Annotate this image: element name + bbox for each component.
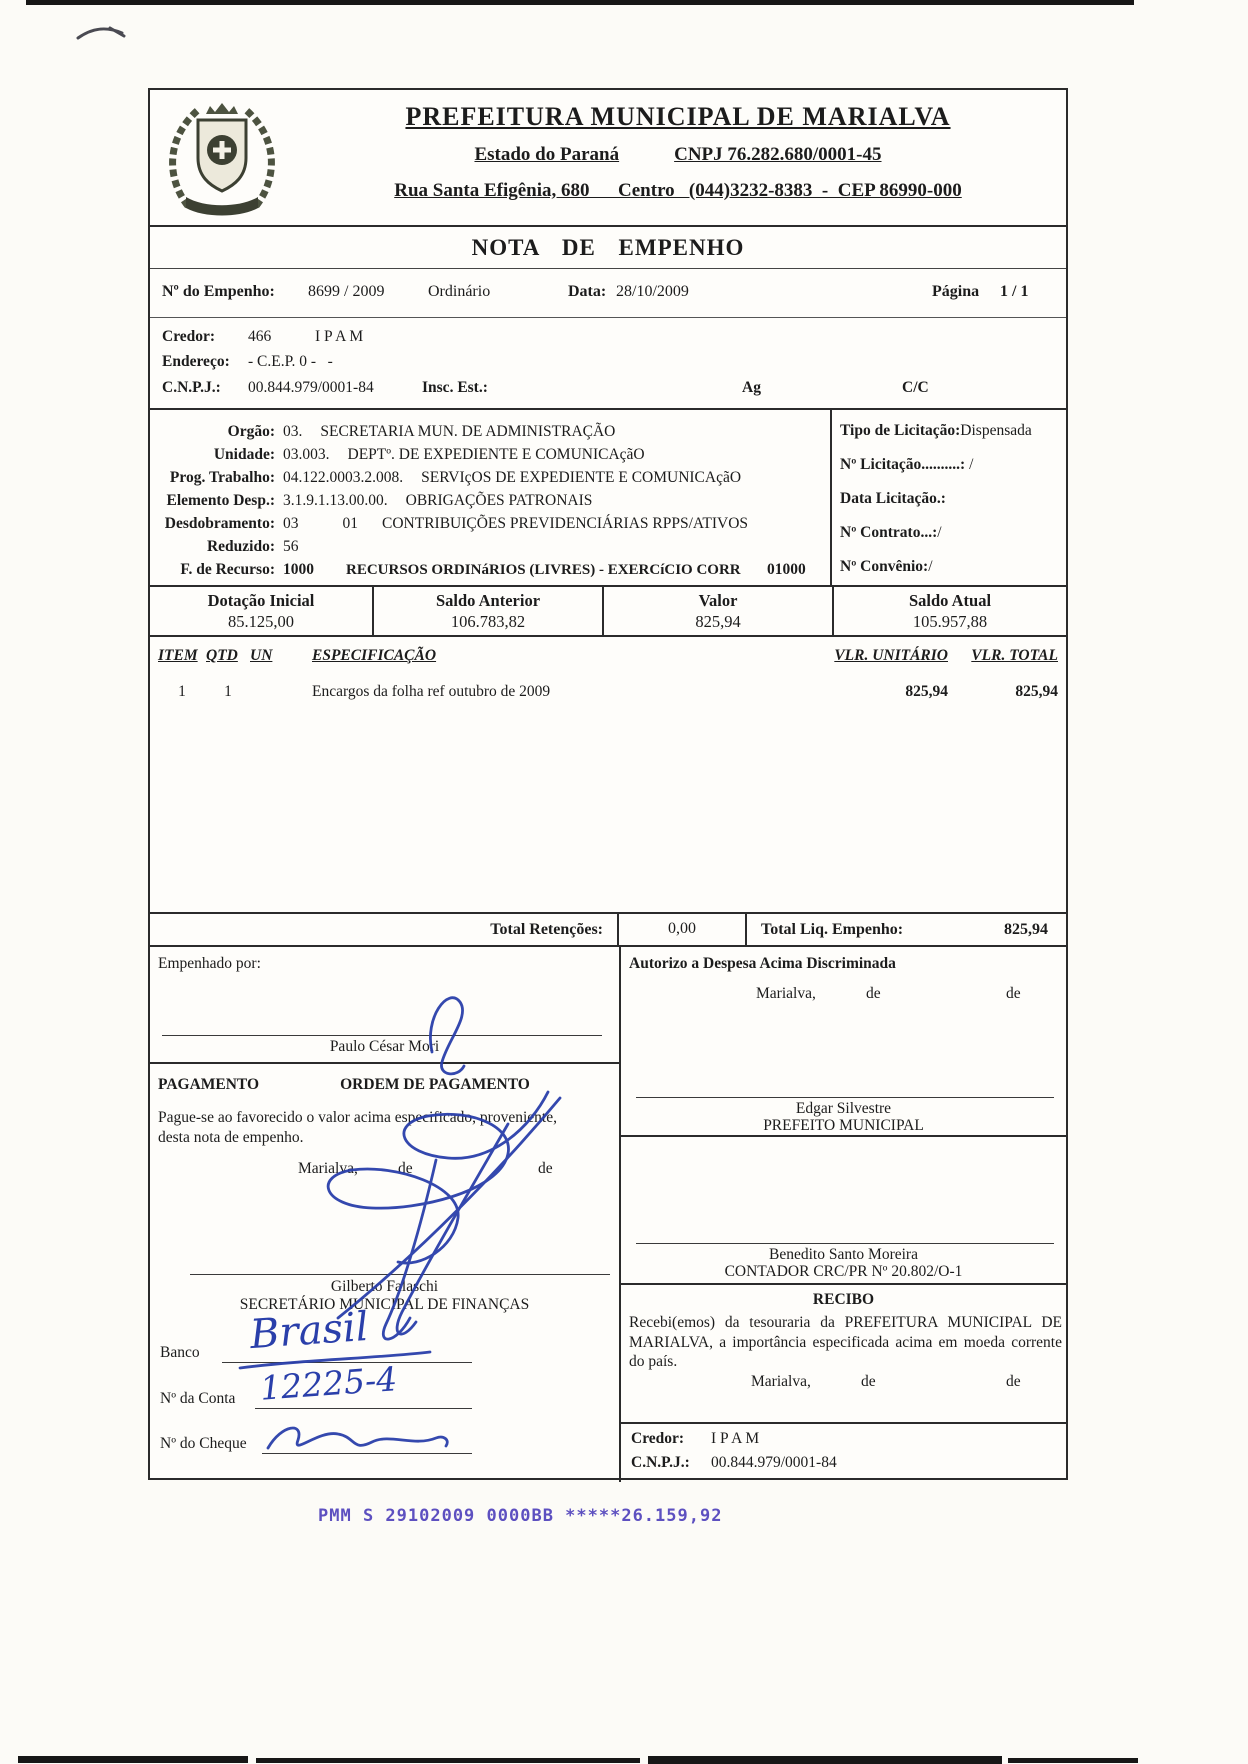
authorization-box: [621, 947, 1066, 1137]
agreement-number-label: Nº Convênio:: [840, 558, 929, 575]
finance-secretary-name: Gilberto Falaschi: [330, 1278, 439, 1295]
bidding-info-panel: [830, 410, 1066, 587]
creditor-name: I P A M: [711, 1430, 760, 1447]
balances-row: [150, 585, 1066, 635]
resource-desc: RECURSOS ORDINáRIOS (LIVRES) - EXERCíCIO CORR: [346, 562, 741, 578]
classification-label: Elemento Desp.:: [166, 492, 275, 509]
city-date-de1: de: [861, 1373, 876, 1390]
state-reg-label: Insc. Est.:: [422, 379, 488, 396]
classification-desc: SECRETARIA MUN. DE ADMINISTRAÇÃO: [320, 423, 616, 440]
agency-label: Ag: [742, 379, 761, 396]
classification-row: [150, 443, 830, 466]
empenho-number: 8699 / 2009: [308, 283, 385, 300]
classification-code: 03: [283, 515, 299, 532]
doc-title: NOTA DE EMPENHO: [471, 235, 745, 260]
accountant-title: CONTADOR CRC/PR Nº 20.802/O-1: [724, 1263, 963, 1280]
resource-code: 1000: [283, 561, 314, 578]
accountant-name: Benedito Santo Moreira: [769, 1246, 918, 1263]
city-date-city: Marialva,: [751, 1373, 811, 1390]
city-date-de1: de: [866, 985, 881, 1002]
accountant-box: [621, 1137, 1066, 1285]
balance-label: Valor: [698, 591, 738, 610]
contract-number-label: Nº Contrato...:: [840, 524, 938, 541]
item-row: [158, 683, 550, 701]
city-date-de2: de: [538, 1160, 553, 1177]
finance-secretary-title: SECRETÁRIO MUNICIPAL DE FINANÇAS: [239, 1296, 530, 1313]
col-qty: QTD: [206, 647, 238, 664]
classification-code: 56: [283, 538, 299, 555]
creditor-label: Credor:: [162, 328, 216, 345]
balance-label: Dotação Inicial: [207, 591, 315, 610]
payment-title: PAGAMENTO: [158, 1076, 260, 1093]
city-date-city: Marialva,: [298, 1160, 358, 1177]
balance-cell: [150, 587, 372, 635]
retentions-value: 0,00: [617, 914, 747, 945]
payment-box: [150, 1064, 619, 1480]
creditor-label: Credor:: [631, 1430, 685, 1447]
empenho-date: 28/10/2009: [616, 283, 689, 300]
bank-handwritten: Brasil: [248, 1303, 370, 1359]
document-frame: [148, 88, 1068, 1480]
classification-desc: OBRIGAÇÕES PATRONAIS: [405, 492, 593, 509]
org-cnpj: CNPJ 76.282.680/0001-45: [674, 144, 882, 165]
scan-artifact-bottom: [648, 1756, 1002, 1764]
item-number: 1: [178, 683, 186, 700]
col-spec: ESPECIFICAÇÃO: [312, 647, 437, 664]
classification-row: [150, 512, 830, 535]
city-date-de2: de: [1006, 985, 1021, 1002]
creditor-cnpj-label: C.N.P.J.:: [631, 1454, 690, 1471]
scan-artifact-bottom: [256, 1758, 640, 1763]
classification-code: 03.: [283, 423, 303, 440]
classification-desc: DEPTº. DE EXPEDIENTE E COMUNICAçãO: [347, 446, 645, 463]
classification-code2: 01: [342, 515, 358, 532]
classification-label: Prog. Trabalho:: [169, 469, 275, 486]
right-signature-column: [619, 947, 1066, 1482]
item-unit: [250, 683, 312, 701]
empenho-number-label: Nº do Empenho:: [162, 283, 275, 300]
col-unit-price: VLR. UNITÁRIO: [834, 647, 948, 664]
balance-cell: [602, 587, 832, 635]
budget-classification-block: [150, 408, 1066, 585]
classification-list: [150, 410, 830, 582]
committed-by-label: Empenhado por:: [158, 955, 261, 972]
classification-code: 04.122.0003.2.008.: [283, 469, 404, 486]
classification-row: [150, 466, 830, 489]
items-header: [158, 647, 436, 665]
scan-artifact-bottom: [1008, 1758, 1138, 1763]
creditor-cnpj: 00.844.979/0001-84: [248, 379, 374, 396]
bidding-type: Dispensada: [960, 422, 1032, 439]
resource-extra-code: 01000: [767, 561, 806, 578]
signature-line: [636, 1097, 1054, 1098]
signature-line: [162, 1035, 602, 1036]
page-number: 1 / 1: [1000, 283, 1029, 300]
creditor-address-label: Endereço:: [162, 353, 230, 370]
creditor-block: [150, 317, 1066, 408]
balance-value: 825,94: [695, 612, 741, 631]
receipt-title: RECIBO: [812, 1291, 875, 1308]
bidding-type-label: Tipo de Licitação:: [840, 422, 961, 439]
account-label: C/C: [902, 379, 929, 396]
receipt-text: Recebi(emos) da tesouraria da PREFEITURA MUNICIPAL DE MARIALVA, a importância especificada acima em moeda corrente do país.: [629, 1314, 1062, 1371]
classification-label: Reduzido:: [206, 538, 275, 555]
col-item: ITEM: [158, 647, 198, 664]
col-unit: UN: [250, 647, 273, 664]
mayor-title: PREFEITO MUNICIPAL: [763, 1117, 924, 1134]
classification-label: Desdobramento:: [164, 515, 275, 532]
document-header: [150, 90, 1066, 225]
agreement-number: /: [928, 558, 933, 575]
left-signature-column: [150, 947, 619, 1482]
resource-label: F. de Recurso:: [180, 561, 275, 578]
resource-row: [150, 558, 830, 582]
items-table: [150, 635, 1066, 912]
org-title: PREFEITURA MUNICIPAL DE MARIALVA: [405, 102, 951, 131]
balance-cell: [372, 587, 602, 635]
balance-label: Saldo Anterior: [435, 591, 541, 610]
mayor-name: Edgar Silvestre: [795, 1100, 892, 1117]
doc-title-bar: [150, 225, 1066, 268]
bank-label: Banco: [160, 1344, 200, 1361]
classification-code: 03.003.: [283, 446, 330, 463]
contract-number: /: [937, 524, 942, 541]
col-total-price: VLR. TOTAL: [971, 647, 1058, 664]
signature-line: [636, 1243, 1054, 1244]
signature-line: [190, 1274, 610, 1275]
classification-label: Unidade:: [213, 446, 275, 463]
empenho-type: Ordinário: [428, 283, 491, 300]
classification-row: [150, 489, 830, 512]
account-handwritten: 12225-4: [258, 1359, 399, 1408]
account-number-label: Nº da Conta: [160, 1390, 236, 1407]
city-date-de1: de: [398, 1160, 413, 1177]
signatures-area: [150, 945, 1066, 1480]
payment-order-title: ORDEM DE PAGAMENTO: [340, 1076, 530, 1093]
balance-label: Saldo Atual: [908, 591, 992, 610]
account-line: [255, 1408, 472, 1409]
empenho-date-label: Data:: [568, 283, 607, 300]
receipt-box: [621, 1285, 1066, 1424]
municipal-coat-of-arms: [158, 94, 286, 222]
balance-cell: [832, 587, 1066, 635]
classification-row: [150, 535, 830, 558]
net-total-value: 825,94: [1004, 920, 1048, 938]
item-total-price: 825,94: [1015, 683, 1058, 700]
item-unit-price: 825,94: [905, 683, 948, 700]
org-state: Estado do Paraná: [474, 144, 620, 165]
bidding-number-label: Nº Licitação..........:: [840, 456, 966, 473]
creditor-cnpj: 00.844.979/0001-84: [711, 1454, 837, 1471]
item-spec: Encargos da folha ref outubro de 2009: [312, 683, 551, 700]
committed-by-box: [150, 947, 619, 1064]
balance-value: 85.125,00: [228, 612, 294, 631]
bidding-number: /: [965, 456, 974, 473]
committed-by-name: Paulo César Mori: [329, 1038, 440, 1055]
scan-artifact-bottom: [18, 1756, 248, 1763]
totals-row: [150, 912, 1066, 945]
classification-desc: CONTRIBUIÇÕES PREVIDENCIÁRIAS RPPS/ATIVOS: [382, 515, 749, 532]
classification-code: 3.1.9.1.13.00.00.: [283, 492, 388, 509]
city-date-city: Marialva,: [756, 985, 816, 1002]
creditor-name: I P A M: [315, 328, 364, 345]
balance-value: 105.957,88: [912, 612, 988, 631]
payment-order-text: Pague-se ao favorecido o valor acima especificado, proveniente, desta nota de empenho.: [158, 1109, 557, 1147]
cheque-number-label: Nº do Cheque: [160, 1435, 247, 1452]
org-address: Rua Santa Efigênia, 680 Centro (044)3232-8383 - CEP 86990-000: [394, 180, 962, 201]
balance-value: 106.783,82: [450, 612, 526, 631]
classification-desc: SERVIçOS DE EXPEDIENTE E COMUNICAçãO: [421, 469, 742, 486]
page-label: Página: [932, 283, 980, 300]
bidding-date-label: Data Licitação.:: [840, 490, 946, 507]
creditor-address: - C.E.P. 0 - -: [248, 353, 333, 370]
creditor-code: 466: [248, 328, 272, 345]
item-qty: 1: [224, 683, 232, 700]
pen-mark: [78, 28, 124, 38]
scan-artifact-top: [26, 0, 1134, 5]
net-total-label: Total Liq. Empenho:: [761, 920, 904, 938]
empenho-number-row: [150, 268, 1066, 317]
retentions-label: Total Retenções:: [490, 920, 603, 938]
final-creditor-box: [621, 1424, 1066, 1480]
dot-matrix-footer: PMM S 29102009 0000BB *****26.159,92: [318, 1506, 723, 1526]
creditor-cnpj-label: C.N.P.J.:: [162, 379, 221, 396]
classification-row: [150, 420, 830, 443]
classification-label: Orgão:: [227, 423, 275, 440]
authorization-text: Autorizo a Despesa Acima Discriminada: [629, 955, 896, 972]
cheque-line: [262, 1453, 472, 1454]
city-date-de2: de: [1006, 1373, 1021, 1390]
